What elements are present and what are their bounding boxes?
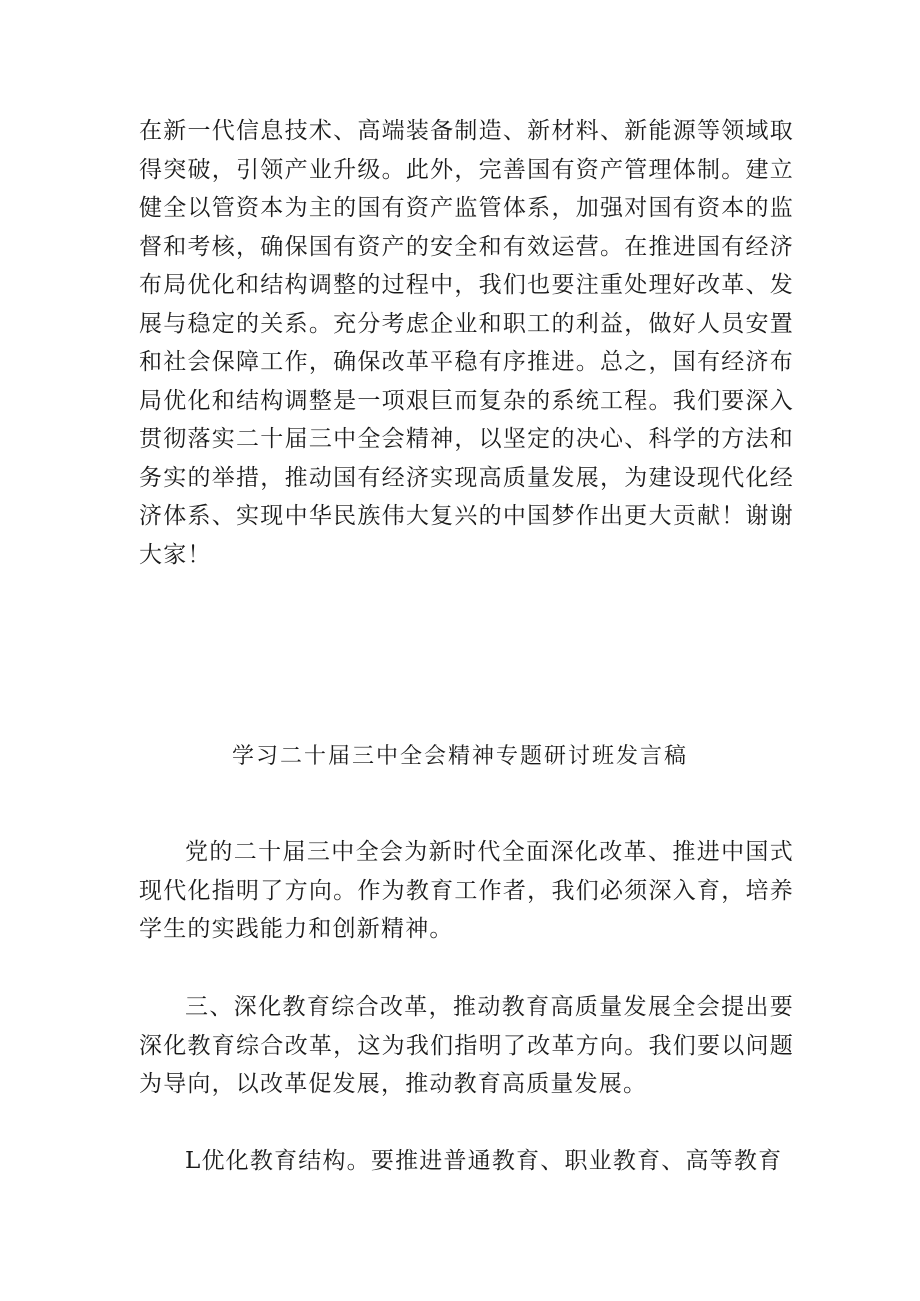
section-title: 学习二十届三中全会精神专题研讨班发言稿 [231, 744, 688, 769]
body-paragraph-1: 在新一代信息技术、高端装备制造、新材料、新能源等领域取得突破，引领产业升级。此外，完善国有资产管理体制。建立健全以管资本为主的国有资产监管体系，加强对国有资本的监督和考核，确保国有资产的安全和有效运营。在推进国有经济布局优化和结构调整的过程中，我们也要注重处理好改革、发展与稳定的关系。充分考虑企业和职工的利益，做好人员安置和社会保障工作，确保改革平稳有序推进。总之，国有经济布局优化和结构调整是一项艰巨而复杂的系统工程。我们要深入贯彻落实二十届三中全会精神，以坚定的决心、科学的方法和务实的举措，推动国有经济实现高质量发展，为建设现代化经济体系、实现中华民族伟大复兴的中国梦作出更大贡献！谢谢大家！ [139, 118, 794, 568]
body-paragraph-2: 党的二十届三中全会为新时代全面深化改革、推进中国式现代化指明了方向。作为教育工作者，我们必须深入育，培养学生的实践能力和创新精神。 [139, 839, 794, 942]
body-paragraph-3: 三、深化教育综合改革，推动教育高质量发展全会提出要深化教育综合改革，这为我们指明了改革方向。我们要以问题为导向，以改革促发展，推动教育高质量发展。 [139, 994, 794, 1097]
body-paragraph-4: L优化教育结构。要推进普通教育、职业教育、高等教育 [185, 1148, 783, 1174]
